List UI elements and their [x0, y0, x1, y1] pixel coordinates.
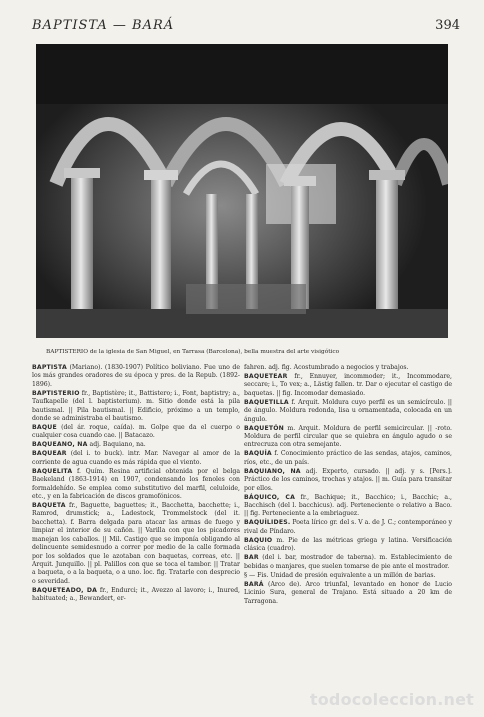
entry-definition: (del i. to buck). intr. Mar. Navegar al amor de la corriente de agua cuando es más rápida que el viento. — [32, 450, 241, 466]
left-column — [32, 364, 240, 604]
entry-definition: (Mariano). (1830-1907) Político boliviano. Fue uno de los más grandes oradores de su época y pres. de la Repub. (1892-1896). — [32, 364, 240, 388]
dictionary-entry — [244, 425, 452, 450]
entry-definition: Poeta lírico gr. del s. V a. de J. C.; contemporáneo y rival de Píndaro. — [244, 519, 452, 535]
dictionary-entry — [32, 424, 240, 441]
entry-definition: (del ár. roque, caída). m. Golpe que da el cuerpo o cualquier cosa cuando cae. || Batacazo. — [32, 424, 241, 440]
dictionary-entry — [32, 450, 240, 467]
entry-definition: f. Conocimiento práctico de las sendas, atajos, caminos, ríos, etc., de un país. — [244, 450, 453, 466]
entry-definition: fr., Baptistère; it., Battistero; i., Font, baptistry; a., Taufkapelle (del l. baptisterium). m. Sitio donde está la pila bautismal. || Pila bautismal. || Edificio, próximo a un templo, donde se administraba el bautismo. — [32, 389, 241, 423]
entry-definition: m. Arquit. Moldura de perfil semicircular. || -roto. Moldura de perfil circular que se quiebra en ángulo agudo o se entrecruza con otra semejante. — [244, 424, 452, 449]
entry-headword: BAQUETILLA — [244, 398, 289, 406]
page-number: 394 — [435, 18, 460, 33]
entry-definition: fr., Baguette, baguettes; it., Bacchetta, bacchette; i., Ramrod, drumstick; a., Ladestock, Trommelstock (del it. bacchetta). f. Barra delgada para atacar las armas de fuego y limpiar el interior de su cañón. || Varilla con que los picadores manejan los caballos. || Mil. Castigo que se imponía obligando al delincuente semidesnudo a correr por medio de la calle formada por los soldados que le azotaban con baquetas, correas, etc. || Arquit. Junquillo. || pl. Palillos con que se toca el tambor. || Tratar a baqueta, o a la baqueta, o a uno. loc. fig. Tratarle con desprecio o severidad. — [32, 502, 241, 585]
entry-headword: BAQUELITA — [32, 467, 73, 475]
entry-headword: BAQUÍLIDES. — [244, 519, 291, 527]
dictionary-entry — [244, 450, 452, 467]
dictionary-entry — [244, 373, 452, 398]
dictionary-entry — [32, 502, 240, 586]
entry-definition: (Arco de). Arco triunfal, levantado en honor de Lucio Licinio Sura, general de Trajano. Está situado a 20 km de Tarragona. — [244, 580, 453, 605]
baptistery-photo — [36, 44, 448, 338]
entry-headword: BAQUETEADO, DA — [32, 586, 98, 594]
dictionary-entry — [32, 441, 240, 449]
entry-headword: BAQUE — [32, 424, 57, 432]
dictionary-entry — [244, 581, 452, 606]
dictionary-entry — [32, 390, 240, 424]
entry-headword: BAQUEANO, NA — [32, 441, 88, 449]
entry-definition: f. Quím. Resina artificial obtenida por el belga Baekeland (1863-1914) en 1907, condensando los fenoles con formaldehído. Se emplea como substitutivo del marfil, celuloide, etc., y en la fabricación de discos gramofónicos. — [32, 467, 241, 501]
entry-headword: BAQUETA — [32, 502, 66, 510]
entry-definition: (del i. bar, mostrador de taberna). m. Establecimiento de bebidas o manjares, que suelen tomarse de pie ante el mostrador. — [244, 554, 453, 570]
figure-caption: BAPTISTERIO de la iglesia de San Miguel, en Tarrasa (Barcelona), bella muestra del arte visigótico — [46, 349, 340, 355]
dictionary-entry — [244, 364, 452, 372]
entry-headword: BAQUIO — [244, 536, 273, 544]
entry-headword: BAQUÍA — [244, 450, 272, 458]
dictionary-entry — [244, 537, 452, 554]
entry-definition: fr., Ennuyer, incommoder; it., Incommodare, seccare; i., To vex; a., Lästig fallen. tr. Dar o ejecutar el castigo de baquetas. || fig. Incomodar demasiado. — [244, 373, 452, 397]
right-column — [244, 364, 452, 607]
entry-headword: BÁQUICO, CA — [244, 493, 296, 501]
page-header — [32, 18, 460, 38]
entry-headword: BAPTISTA — [32, 364, 67, 371]
entry-definition: f. Arquit. Moldura cuyo perfil es un semicírculo. || de ángulo. Moldura redonda, lisa u ornamentada, colocada en un ángulo. — [244, 398, 453, 423]
entry-definition: fr., Bachique; it., Bacchico; i., Bacchic; a., Bacchisch (del l. bacchicus). adj. Perteneciente o relativo a Baco. || fig. Perteneciente a la embriaguez. — [244, 493, 452, 518]
entry-headword: BAQUETÓN — [244, 424, 284, 432]
entry-headword: BAPTISTERIO — [32, 389, 80, 397]
entry-definition: § — Fis. Unidad de presión equivalente a un millón de barias. — [244, 571, 436, 579]
entry-headword: BAQUEAR — [32, 450, 67, 458]
dictionary-entry — [32, 364, 240, 389]
entry-headword: BAQUETEAR — [244, 373, 288, 380]
header-title: BAPTISTA — BARÁ — [32, 18, 175, 33]
entry-definition: adj. Experto, cursado. || adj. y s. [Pers.]. Práctico de los caminos, trochas y atajos. || m. Guía para transitar por ellos. — [244, 467, 453, 492]
entry-headword: BARÁ — [244, 580, 264, 588]
dictionary-entry — [244, 554, 452, 571]
entry-headword: BAQUIANO, NA — [244, 467, 301, 475]
entry-definition: m. Pie de las métricas griega y latina. Versificación clásica (cuadro). — [244, 536, 453, 553]
entry-definition: fr., Endurci; it., Avezzo al lavoro; i., Inured, habituated; a., Bewandert, er- — [32, 586, 240, 603]
dictionary-entry — [244, 399, 452, 424]
entry-definition: fahren. adj. fig. Acostumbrado a negocios y trabajos. — [244, 364, 409, 371]
entry-definition: adj. Baquiano, na. — [89, 441, 146, 449]
dictionary-entry — [244, 468, 452, 493]
dictionary-entry — [244, 572, 452, 580]
dictionary-entry — [32, 587, 240, 604]
dictionary-entry — [244, 494, 452, 519]
watermark: todocoleccion.net — [309, 690, 474, 709]
entry-headword: BAR — [244, 554, 259, 562]
dictionary-entry — [32, 468, 240, 502]
dictionary-entry — [244, 519, 452, 536]
